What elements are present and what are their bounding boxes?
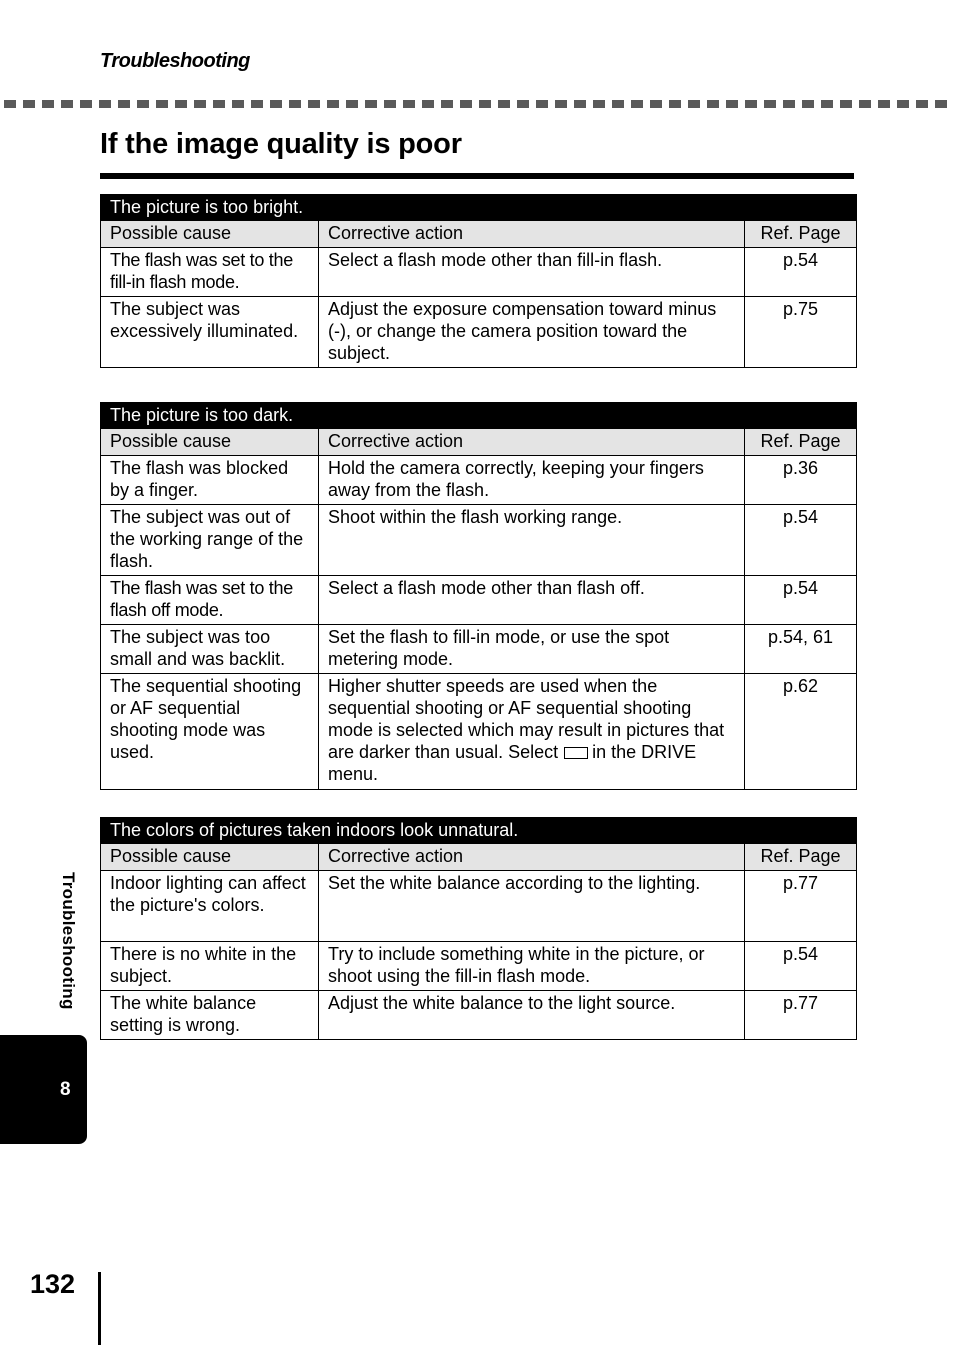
cause-cell: The subject was too small and was backlit. [101,625,319,674]
cause-cell: The white balance setting is wrong. [101,991,319,1040]
cause-cell: The flash was set to the fill-in flash mode. [101,248,319,297]
ref-cell: p.36 [745,456,857,505]
table-row [101,991,857,1040]
page-title: If the image quality is poor [100,128,462,160]
table-row [101,456,857,505]
cause-cell: The flash was set to the flash off mode. [101,576,319,625]
table-row [101,297,857,368]
column-header-cause: Possible cause [101,221,319,248]
action-cell: Set the flash to fill-in mode, or use the spot metering mode. [319,625,745,674]
table-too-dark [100,402,857,790]
action-cell [319,674,745,790]
column-header-cause: Possible cause [101,429,319,456]
table-row [101,505,857,576]
action-cell: Adjust the exposure compensation toward minus (-), or change the camera position toward the subject. [319,297,745,368]
table-row [101,248,857,297]
single-frame-drive-icon [564,747,588,759]
ref-cell: p.77 [745,991,857,1040]
side-section-label: Troubleshooting [59,872,78,1010]
table-row [101,625,857,674]
action-cell: Select a flash mode other than flash off. [319,576,745,625]
cause-cell: There is no white in the subject. [101,942,319,991]
table-header-row [101,429,857,456]
dashed-divider [4,100,950,108]
page-number: 132 [30,1269,76,1299]
table-row [101,942,857,991]
cause-cell: The sequential shooting or AF sequential shooting mode was used. [101,674,319,790]
ref-cell: p.75 [745,297,857,368]
column-header-ref: Ref. Page [745,221,857,248]
action-cell: Adjust the white balance to the light source. [319,991,745,1040]
cause-cell: The subject was excessively illuminated. [101,297,319,368]
column-header-cause: Possible cause [101,844,319,871]
table-caption: The picture is too bright. [101,195,857,221]
table-header-row [101,844,857,871]
ref-cell: p.54 [745,505,857,576]
action-cell: Try to include something white in the picture, or shoot using the fill-in flash mode. [319,942,745,991]
column-header-action: Corrective action [319,429,745,456]
cause-cell: The flash was blocked by a finger. [101,456,319,505]
table-header-row [101,221,857,248]
page-number-rule [98,1272,101,1345]
chapter-tab [0,1035,87,1144]
action-text: Higher shutter speeds are used when the sequential shooting or AF sequential shooting mode is selected which may result in pictures that are darker than usual. Select [328,676,725,762]
action-cell: Shoot within the flash working range. [319,505,745,576]
ref-cell: p.54, 61 [745,625,857,674]
action-text: in the DRIVE menu. [328,742,697,784]
title-underline [100,173,854,179]
table-row [101,576,857,625]
action-cell: Select a flash mode other than fill-in flash. [319,248,745,297]
table-caption: The colors of pictures taken indoors look unnatural. [101,818,857,844]
column-header-action: Corrective action [319,221,745,248]
chapter-number: 8 [60,1079,71,1100]
table-unnatural-colors [100,817,857,1040]
table-row [101,871,857,942]
column-header-ref: Ref. Page [745,429,857,456]
table-row [101,674,857,790]
ref-cell: p.77 [745,871,857,942]
ref-cell: p.54 [745,248,857,297]
cause-cell: Indoor lighting can affect the picture's colors. [101,871,319,942]
column-header-ref: Ref. Page [745,844,857,871]
table-too-bright [100,194,857,368]
table-caption: The picture is too dark. [101,403,857,429]
running-head: Troubleshooting [100,50,250,72]
ref-cell: p.62 [745,674,857,790]
ref-cell: p.54 [745,942,857,991]
cause-cell: The subject was out of the working range of the flash. [101,505,319,576]
ref-cell: p.54 [745,576,857,625]
action-cell: Set the white balance according to the lighting. [319,871,745,942]
column-header-action: Corrective action [319,844,745,871]
action-cell: Hold the camera correctly, keeping your fingers away from the flash. [319,456,745,505]
